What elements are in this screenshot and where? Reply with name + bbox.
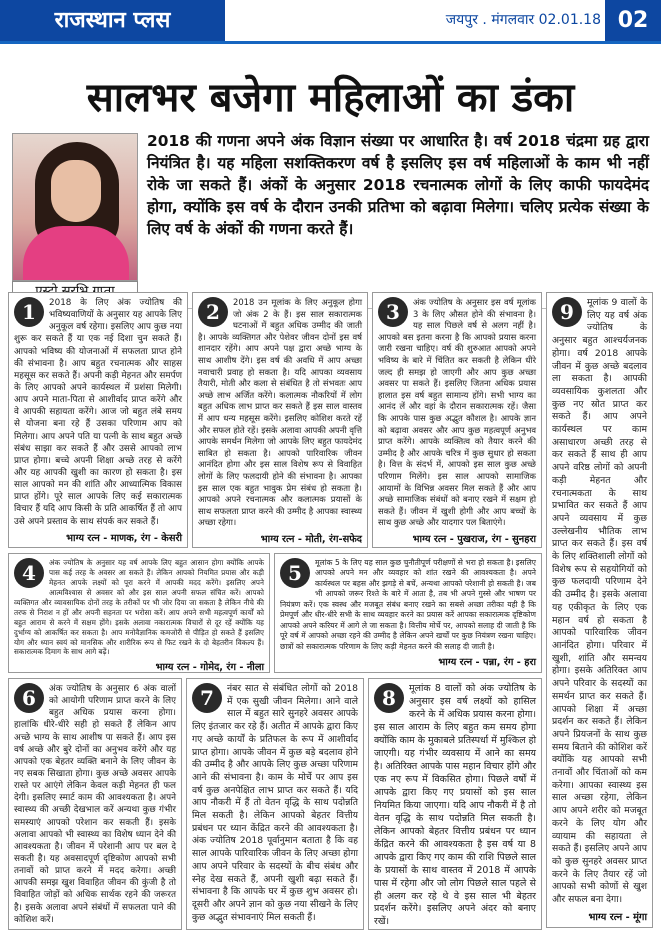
box-signature: भाग्य रत्न - पुखराज, रंग - सुनहरा xyxy=(412,533,536,545)
box-text: अंक ज्योतिष के अनुसार यह वर्ष आपके लिए बहुत आसान होगा क्योंकि आपके पास कई तरह के अवसर आ सकते हैं। लेकिन आपको नियमित प्रयास और कड़ी मेहनत आपके लक्ष्यों को पूरा करने में आपकी मदद करेंगे। इसलिए अपने आत्मविश्वास से अवसर को और इस साल अपनी सफल संचित करें। आपको व्यक्तिगत और व्यावसायिक दोनों तरह के तरीकों पर भी जोर दिया जा सकता है लेकिन नीचे की तरफ से निराश न हों और अपनी सहनता पर भरोसा करें। आप अपने सभी महत्वपूर्ण कार्यों को बहुत आराम से करने में सक्षम होंगे। इसके अलावा नकारात्मक विचारों से दूर रहें क्योंकि यह दुर्भाग्य को आकर्षित कर सकता है। आप मनोवैज्ञानिक कमजोरी से पीड़ित हो सकते हैं इसलिए योग और ध्यान स्वयं को मानसिक और शारीरिक रूप से फिट रखने के दो बेहतरीन विकल्प हैं। सकारात्मक दिमाग के साथ आगे बढ़ें। xyxy=(14,558,264,657)
number-box-2 xyxy=(192,292,368,548)
box-text: नंबर सात से संबंधित लोगों को 2018 में एक सुखी जीवन मिलेगा। आने वाले साल में बहुत सारे सुनहरे अवसर आपके लिए इंतजार कर रहे हैं। अतीत में आपके द्वारा किए गए अच्छे कार्यों के प्रतिफल के रूप में आशीर्वाद प्राप्त होगा। आपके जीवन में कुछ बड़े बदलाव होने की उम्मीद है और आपके लिए कुछ अच्छा परिणाम आने की संभावना है। काम के मोर्चे पर आप इस वर्ष कुछ अनपेक्षित लाभ प्राप्त कर सकते हैं। यदि आप नौकरी में हैं तो वेतन वृद्धि के साथ पदोन्नति मिल सकती है। लेकिन आपको बेहतर वित्तीय प्रबंधन पर ध्यान केंद्रित करने की आवश्यकता है। अंक ज्योतिष 2018 पूर्वानुमान बताता है कि वह साल आपके पारिवारिक जीवन के लिए अच्छा होगा आप अपने परिवार के सदस्यों के बीच संबंध और स्नेह देख सकते हैं, अपनी खुशी बढ़ा सकते हैं। संभावना है कि आपके घर में कुछ शुभ अवसर हो। दूसरी और अपने ज्ञान को कुछ नया सीखने के लिए कुछ अद्भुत संभावनाएं मिल सकती हैं। xyxy=(192,683,358,923)
author-photo xyxy=(12,133,138,281)
number-badge: 8 xyxy=(374,683,404,713)
number-badge: 4 xyxy=(14,558,44,588)
number-box-5 xyxy=(274,553,542,673)
headline: सालभर बजेगा महिलाओं का डंका xyxy=(86,74,575,121)
photo-face xyxy=(51,160,101,222)
box-text: अंक ज्योतिष के अनुसार इस वर्ष मूलांक 3 के लिए औसत होने की संभावना है। यह साल पिछले वर्ष से अलग नहीं है। आपको बस इतना करना है कि आपको प्रयास करना जारी रखना चाहिए। वर्ष की शुरुआत आपको अपने भविष्य के बारे में चिंतित कर सकती है लेकिन धीरे जल्द ही समझ हो जाएगी और आप कुछ अच्छा अवसर पा सकते हैं। इसलिए जितना अधिक प्रयास हालात इस वर्ष बहुत सामान्य होंगे। सभी भाग्य का आनंद लें और वहां के दौरान सकारात्मक रहें। जैसा कि आपके पास कुछ अद्भुत कौशल है। आपके ज्ञान को बढ़ावा अवसर और आप कुछ महत्वपूर्ण अनुभव प्राप्त करेंगे। आपके व्यक्तित्व को तैयार करने की उम्मीद है और आपके चरित्र में कुछ सुधार हो सकता है। वित्त के संदर्भ में, आपको इस साल कुछ अच्छे परिणाम मिलेंगे। इस साल आपको सामाजिक आयामों के विभिन्न अवसर मिल सकते हैं और आप अच्छे सामाजिक संबंधों को बनाए रखने में सक्षम हो सकते हैं। जीवन में खुशी होगी और आप बच्चों के साथ कुछ अच्छे और यादगार पल बिताएंगे। xyxy=(378,297,536,528)
photo-scarf xyxy=(23,226,129,281)
box-signature: भाग्य रत्न - गोमेद, रंग - नीला xyxy=(155,662,264,674)
number-box-1 xyxy=(8,292,188,548)
number-badge: 5 xyxy=(280,558,310,588)
box-signature: भाग्य रत्न - मोती, रंग-सफेद xyxy=(260,533,362,545)
number-box-6 xyxy=(8,678,182,930)
number-badge: 2 xyxy=(198,297,228,327)
number-box-3 xyxy=(372,292,542,548)
intro-paragraph: 2018 की गणना अपने अंक विज्ञान संख्या पर आधारित है। वर्ष 2018 चंद्रमा ग्रह द्वारा नियंत्रित है। यह महिला सशक्तिकरण वर्ष है इसलिए इस वर्ष महिलाओं के काम भी नहीं रोके जा सकते हैं। अंकों के अनुसार 2018 रचनात्मक लोगों के लिए काफी फायदेमंद होगा, क्योंकि इस वर्ष के दौरान उनकी प्रतिभा को बढ़ावा मिलेगा। चलिए प्रत्येक संख्या के लिए वर्ष के अंकों की गणना करते हैं। xyxy=(147,132,649,238)
box-text: मूलांक 9 वालों के लिए यह वर्ष अंक ज्योतिष के अनुसार बहुत आश्चर्यजनक होगा। वर्ष 2018 आपके जीवन में कुछ अच्छे बदलाव ला सकता है। आपकी व्यवसायिक कुशलता और कुछ नए स्रोत प्राप्त कर सकते हैं। आप अपने कार्यस्थल पर काम असाधारण अच्छी तरह से कर सकते हैं साथ ही आप अपने वरिष्ठ लोगों को अपनी कड़ी मेहनत और रचनात्मकता के साथ प्रभावित कर सकते हैं आप अपने व्यवसाय में कुछ उल्लेखनीय भौतिक लाभ प्राप्त कर सकते हैं। इस वर्ष के लिए शक्तिशाली लोगों को विशेष रूप से सहयोगियों को कुछ फलदायी परिणाम देने की उम्मीद है। इसके अलावा यह एकीकृत के लिए एक महान वर्ष हो सकता है आपको पारिवारिक जीवन आनंदित होगा। परिवार में खुशी, शांति और समन्वय होगा। इसके अतिरिक्त आप अपने परिवार के सदस्यों का समर्थन प्राप्त कर सकते हैं। आपको शिक्षा में अच्छा प्रदर्शन कर सकते हैं। लेकिन अपने प्रियजनों के साथ कुछ समय बिताने की कोशिश करें क्योंकि यह आपको सभी तनावों और चिंताओं को कम करेगा। आपका स्वास्थ्य इस साल अच्छा रहेगा, लेकिन आप अपने शरीर को मजबूत करने के लिए योग और व्यायाम की सहायता ले सकते हैं। इसलिए अपने आप को कुछ सुनहरे अवसर प्राप्त करने के लिए तैयार रहें जो आपको सभी कोणों से खुश और सफल बना देगा। xyxy=(552,297,647,906)
number-badge: 6 xyxy=(14,683,44,713)
number-badge: 1 xyxy=(14,297,44,327)
box-signature: भाग्य रत्न - पन्ना, रंग - हरा xyxy=(438,657,536,669)
number-badge: 9 xyxy=(552,297,582,327)
number-box-7 xyxy=(186,678,364,930)
box-signature: भाग्य रत्न - माणक, रंग - केसरी xyxy=(66,532,182,544)
number-box-9 xyxy=(546,292,653,928)
page-number: 02 xyxy=(605,0,661,41)
masthead xyxy=(0,0,661,44)
edition-date: जयपुर . मंगलवार 02.01.18 xyxy=(445,12,601,28)
number-badge: 3 xyxy=(378,297,408,327)
box-text: अंक ज्योतिष के अनुसार 6 अंक वालों को आयोगी परिणाम प्राप्त करने के लिए बहुत अधिक प्रयास करना होगा। हालांकि धीरे-धीरे सही हो सकते हैं लेकिन आप अच्छे भाग्य के साथ आशीष पा सकते हैं। आप इस वर्ष अच्छे और बुरे दोनों का अनुभव करेंगे और यह आपको एक बेहतर व्यक्ति बनाने के लिए जीवन के नए सबक सिखाता होगा। कुछ अच्छे अवसर आपके रास्ते पर आएंगे लेकिन केवल कड़ी मेहनत ही फल देगी। इसलिए स्मार्ट काम की आवश्यकता है। अपने स्वास्थ्य की अच्छी देखभाल करें अन्यथा कुछ गंभीर समस्याएं आपको परेशान कर सकती हैं। इसके अलावा आपको भी स्वास्थ्य का विशेष ध्यान देने की आवश्यकता है। जीवन में परेशानी आप पर बल दे सकती है। यह अवसादपूर्ण दृष्टिकोण आपको सभी तनावों को प्राप्त करने में मदद करेगा। अच्छी आपकी समझ खुश विवाहित जीवन की कुंजी है तो विवाहित जोड़ों को अधिक सार्थक रहने की जरूरत है। इसके अलावा अपने संबंधों में सफलता पाने की कोशिश करें। xyxy=(14,684,176,925)
box-text: मूलांक 8 वालों को अंक ज्योतिष के अनुसार इस वर्ष लक्ष्यों को हासिल करने के में अधिक प्रयास करना होगा। इस साल आराम के लिए बहुत कम समय होगा क्योंकि काम के मुकाबले प्रतिस्पर्धा में मुश्किल हो जाएगी। यह गंभीर व्यवसाय में आने का समय है। अतिरिक्त आपके पास महान विचार होंगे और एक नए रूप में विकसित होगा। पिछले वर्षों में आपके द्वारा किए गए प्रयासों को इस साल नियमित किया जाएगा। यदि आप नौकरी में है तो वेतन वृद्धि के साथ पदोन्नति मिल सकती है। लेकिन आपको बेहतर वित्तीय प्रबंधन पर ध्यान केंद्रित करने की आवश्यकता है इस वर्ष या 8 आपके द्वारा किए गए काम की राशि पिछले साल के प्रयासों के साथ वास्तव में 2018 में आपके पास में रहेगा और जो लोग पिछले साल पहले से ही अलग कर रहे थे वे इस साल भी बेहतर प्रदर्शन करेंगे। इसलिए अपने अंदर को बनाए रखें। xyxy=(374,683,536,928)
number-badge: 7 xyxy=(192,683,222,713)
number-box-8 xyxy=(368,678,542,930)
box-text: मूलांक 5 के लिए यह साल कुछ चुनौतीपूर्ण परीक्षणों से भरा हो सकता है। इसलिए आपको अपने मन और व्यवहार को शांत रखने की आवश्यकता है। अपने कार्यस्थल पर बहस और झगड़े से बचें, अन्यथा आपको परेशानी हो सकती है। जब भी आपको जरूर रिश्ते के बारे में आता है, तब भी अपने गुस्से और भाषण पर नियंत्रण करें। एक स्वस्थ और मजबूत संबंध बनाए रखने का सबसे अच्छा तरीका यही है कि प्रेमपूर्ण और धीर-धीरे सभी के साथ व्यवहार करने का प्रयास करें आपका सकारात्मक दृष्टिकोण आपको अपने करियर में आगे ले जा सकता है। वित्तीय मोर्चे पर, आपको सलाह दी जाती है कि पूरे वर्ष में आपको अच्छा रहने की उम्मीद है लेकिन अपने खर्चों पर कुछ नियंत्रण रखना चाहिए। छात्रों को सकारात्मक परिणाम के लिए कड़ी मेहनत करने की सलाह दी जाती है। xyxy=(280,558,536,651)
box-text: 2018 के लिए अंक ज्योतिष की भविष्यवाणियों के अनुसार यह आपके लिए अनुकूल वर्ष रहेगा। इसलिए आप कुछ नया शुरू कर सकते हैं या एक नई दिशा चुन सकते हैं। आपको भविष्य की योजनाओं में सफलता प्राप्त होने की संभावना है। आप बहुत रचनात्मक और साहस महसूस कर सकते हैं। अपनी कड़ी मेहनत और समर्पण के लिए आपको अपने कार्यस्थल में प्रशंसा मिलेगी। आप अपने माता-पिता से आशीर्वाद प्राप्त करेंगे और वे आपकी सहायता करेंगे। आज जो बहुत लंबे समय से योजना बना रहे हैं उसका परिणाम आप को मिलेगा। आप अपने पति या पत्नी के साथ बहुत अच्छे संबंध साझा कर सकते हैं और उससे आपको लाभ प्राप्त होगा। बच्चे अपनी शिक्षा अच्छे तरह से करेंगे और यह आपकी खुशी का कारण हो सकता है। इस साल आपको मन की शांति और आध्यात्मिक विकास प्राप्त होंगे। पूरे साल आपके लिए कई सकारात्मक विचार हैं यदि आप किसी के प्रति आकर्षित हैं तो आप उसे अपने प्रस्ताव के साथ संपर्क कर सकते हैं। xyxy=(14,298,182,527)
box-signature: भाग्य रत्न - मूंगा xyxy=(588,911,647,923)
number-box-4 xyxy=(8,553,270,673)
box-text: 2018 उन मूलांक के लिए अनुकूल होगा जो अंक 2 के हैं। इस साल सकारात्मक घटनाओं में बहुत अधिक उम्मीद की जाती है। आपके व्यक्तिगत और पेशेवर जीवन दोनों इस वर्ष शानदार रहेंगे। आप अपने पक्ष द्वारा अच्छे भाग्य के साथ आशीष देंगे। इस वर्ष की अवधि में आप अच्छा नवाचारी प्रवाह हो सकता है। यदि आपका व्यवसाय तैयारी, मोती और कला से संबंधित है तो संभवतः आप अच्छे लाभ अर्जित करेंगे। कलात्मक नौकरियों में लोग बहुत अधिक लाभ प्राप्त कर सकते हैं इस साल वास्तव में आप धन्य महसूस करेंगे। इसलिए कोशिश करते रहें और सफल होते रहें। इसके अलावा आपकी अपनी वृत्ति आपके समर्थन मिलेगा जो आपके लिए बहुत फायदेमंद साबित हो सकता है। आपको पारिवारिक जीवन आनंदित होगा और इस साल विशेष रूप से विवाहित लोगों के लिए फलदायी होने की संभावना है। आपका इस साल एक बहुत भावुक प्रेम संबंध हो सकता है। आपको अपने रचनात्मक और कलात्मक प्रयासों के साथ सफलता प्राप्त करने की उम्मीद है आपका स्वास्थ्य अच्छा रहेगा। xyxy=(198,297,362,528)
newspaper-brand: राजस्थान प्लस xyxy=(0,0,225,41)
